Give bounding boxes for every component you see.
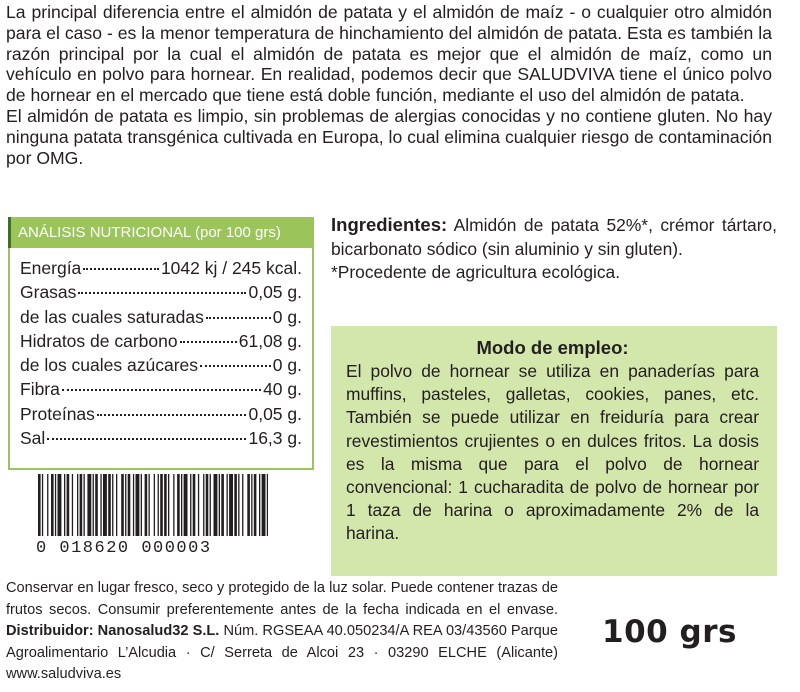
nutrition-value: 0,05 g.: [248, 282, 302, 303]
usage-panel: [331, 326, 777, 576]
product-description: [6, 2, 772, 168]
nutrition-value: 16,3 g.: [248, 428, 302, 449]
nutrition-value: 1042 kj / 245 kcal.: [160, 258, 302, 278]
nutrition-value: 0 g.: [272, 306, 302, 327]
ingredients-text: Almidón de patata 52%*, crémor tártaro, bicarbonato sódico (sin aluminio y sin gluten).: [331, 215, 777, 259]
barcode-bar: [214, 474, 218, 536]
nutrition-label: Fibra: [20, 379, 60, 400]
barcode-bar: [184, 474, 188, 536]
nutrition-row-fiber: [20, 379, 302, 403]
storage-text: Conservar en lugar fresco, seco y protegido de la luz solar. Puede contener trazas de frutos secos. Consumir preferentemente antes de la fecha indicada en el envase.: [6, 580, 558, 618]
barcode-bar: [227, 474, 228, 536]
barcode-bar: [42, 474, 43, 536]
barcode-bar: [84, 474, 85, 536]
leader-dots: [78, 292, 246, 294]
ingredients-paragraph: [331, 213, 777, 261]
nutrition-row-carbs: [20, 331, 302, 355]
barcode-bar: [100, 474, 101, 536]
barcode-bar: [168, 474, 169, 536]
barcode-bar: [198, 474, 199, 536]
barcode-bar: [80, 474, 83, 536]
distributor-label: Distribuidor: Nanosalud32 S.L.: [6, 623, 220, 639]
barcode-bar: [72, 474, 73, 536]
barcode-bar: [133, 474, 134, 536]
leader-dots: [62, 389, 261, 391]
barcode-bar: [141, 474, 142, 536]
nutrition-label: Sal: [20, 428, 46, 449]
usage-title: Modo de empleo:: [476, 337, 629, 358]
barcode-bar: [128, 474, 131, 536]
barcode-bar: [259, 474, 260, 536]
barcode-bar: [77, 474, 78, 536]
leader-dots: [180, 341, 237, 343]
barcode-bar: [238, 474, 239, 536]
nutrition-value: 0 g.: [272, 355, 302, 376]
ingredients-section: [331, 213, 777, 285]
barcode-bar: [229, 474, 233, 536]
barcode-bar: [164, 474, 167, 536]
barcode-bar: [210, 474, 211, 536]
barcode-bar: [234, 474, 237, 536]
barcode-bar: [206, 474, 209, 536]
barcode-bar: [181, 474, 182, 536]
barcode-bar: [267, 474, 268, 536]
barcode-bar: [38, 474, 41, 536]
barcode-bar: [136, 474, 140, 536]
nutrition-row-saturated: [20, 307, 302, 331]
barcode-icon: [38, 474, 268, 536]
nutrition-header: ANÁLISIS NUTRICIONAL (por 100 grs): [8, 217, 314, 248]
distributor-address: Núm. RGSEAA 40.050234/A REA 03/43560 Parque Agroalimentario L’Alcudia · C/ Serreta de Alcoi 23 · 03290 ELCHE (Alicante) www.saludviva.es: [6, 623, 558, 682]
barcode-bar: [154, 474, 155, 536]
barcode-bar: [47, 474, 48, 536]
barcode-bar: [247, 474, 250, 536]
nutrition-label: Hidratos de carbono: [20, 330, 178, 351]
nutrition-table: [20, 258, 302, 452]
nutrition-value: 0,05 g.: [248, 403, 302, 424]
barcode-bar: [112, 474, 113, 536]
description-paragraph-2: El almidón de patata es limpio, sin problemas de alergias conocidas y no contiene gluten. No hay ninguna patata transgénica cultivada en Europa, lo cual elimina cualquier riesgo de contaminación por OMG.: [6, 105, 772, 168]
ingredients-title: Ingredientes:: [331, 214, 448, 235]
nutrition-label: Energía: [20, 258, 82, 278]
nutrition-row-protein: [20, 404, 302, 428]
barcode-bar: [64, 474, 65, 536]
barcode-bar: [219, 474, 220, 536]
leader-dots: [200, 365, 271, 367]
nutrition-label: Proteínas: [20, 403, 95, 424]
nutrition-label: de los cuales azúcares: [20, 355, 199, 376]
barcode-bar: [87, 474, 91, 536]
nutrition-row-fat: [20, 282, 302, 306]
barcode-bar: [203, 474, 204, 536]
nutrition-row-energy: [20, 258, 302, 282]
barcode-bar: [145, 474, 148, 536]
barcode-bar: [251, 474, 252, 536]
barcode-bar: [193, 474, 196, 536]
barcode-bar: [177, 474, 180, 536]
nutrition-value: 61,08 g.: [238, 330, 302, 351]
nutrition-row-sugars: [20, 355, 302, 379]
barcode-bar: [55, 474, 56, 536]
nutrition-label: de las cuales saturadas: [20, 306, 204, 327]
barcode-bar: [242, 474, 243, 536]
usage-text: El polvo de hornear se utiliza en panaderías para muffins, pasteles, galletas, cookies, panes, etc. También se puede utilizar en freiduría para crear revestimientos crujientes o en dulces fritos. La dosis es la misma que para el polvo de hornear convencional: 1 cucharadita de polvo de hornear por 1 taza de harina o aproximadamente 2% de la harina.: [346, 361, 759, 544]
barcode-bar: [262, 474, 266, 536]
barcode-bar: [173, 474, 174, 536]
description-paragraph-1: La principal diferencia entre el almidón de patata y el almidón de maíz - o cualquier otro almidón para el caso - es la menor temperatura de hinchamiento del almidón de patata. Esta es también la razón principal por la cual el almidón de patata es mejor que el almidón de maíz, como un vehículo en polvo para hornear. En realidad, podemos decir que SALUDVIVA tiene el único polvo de hornear en el mercado que tiene está doble función, mediante el uso del almidón de patata.: [6, 2, 772, 106]
leader-dots: [97, 414, 247, 416]
nutrition-header-accent: [8, 217, 11, 248]
barcode-bar: [95, 474, 98, 536]
nutrition-label: Grasas: [20, 282, 77, 303]
nutrition-row-salt: [20, 428, 302, 452]
ingredients-note: *Procedente de agricultura ecológica.: [331, 262, 621, 282]
barcode-bar: [190, 474, 191, 536]
nutrition-value: 40 g.: [263, 379, 302, 400]
barcode-bar: [254, 474, 257, 536]
barcode-bar: [160, 474, 163, 536]
barcode-bar: [58, 474, 62, 536]
barcode-bar: [125, 474, 126, 536]
barcode-bar: [108, 474, 111, 536]
barcode-bar: [103, 474, 107, 536]
net-weight: 100 grs: [602, 614, 737, 650]
leader-dots: [83, 268, 159, 270]
storage-distributor-info: [6, 578, 558, 686]
barcode-bar: [93, 474, 94, 536]
barcode-bar: [158, 474, 159, 536]
leader-dots: [206, 317, 271, 319]
barcode-bar: [121, 474, 124, 536]
leader-dots: [47, 438, 246, 440]
barcode-bar: [149, 474, 150, 536]
barcode-bar: [221, 474, 224, 536]
barcode-bar: [67, 474, 70, 536]
barcode-bar: [51, 474, 54, 536]
barcode-bar: [116, 474, 117, 536]
barcode-number: 0 018620 000003: [36, 539, 212, 558]
